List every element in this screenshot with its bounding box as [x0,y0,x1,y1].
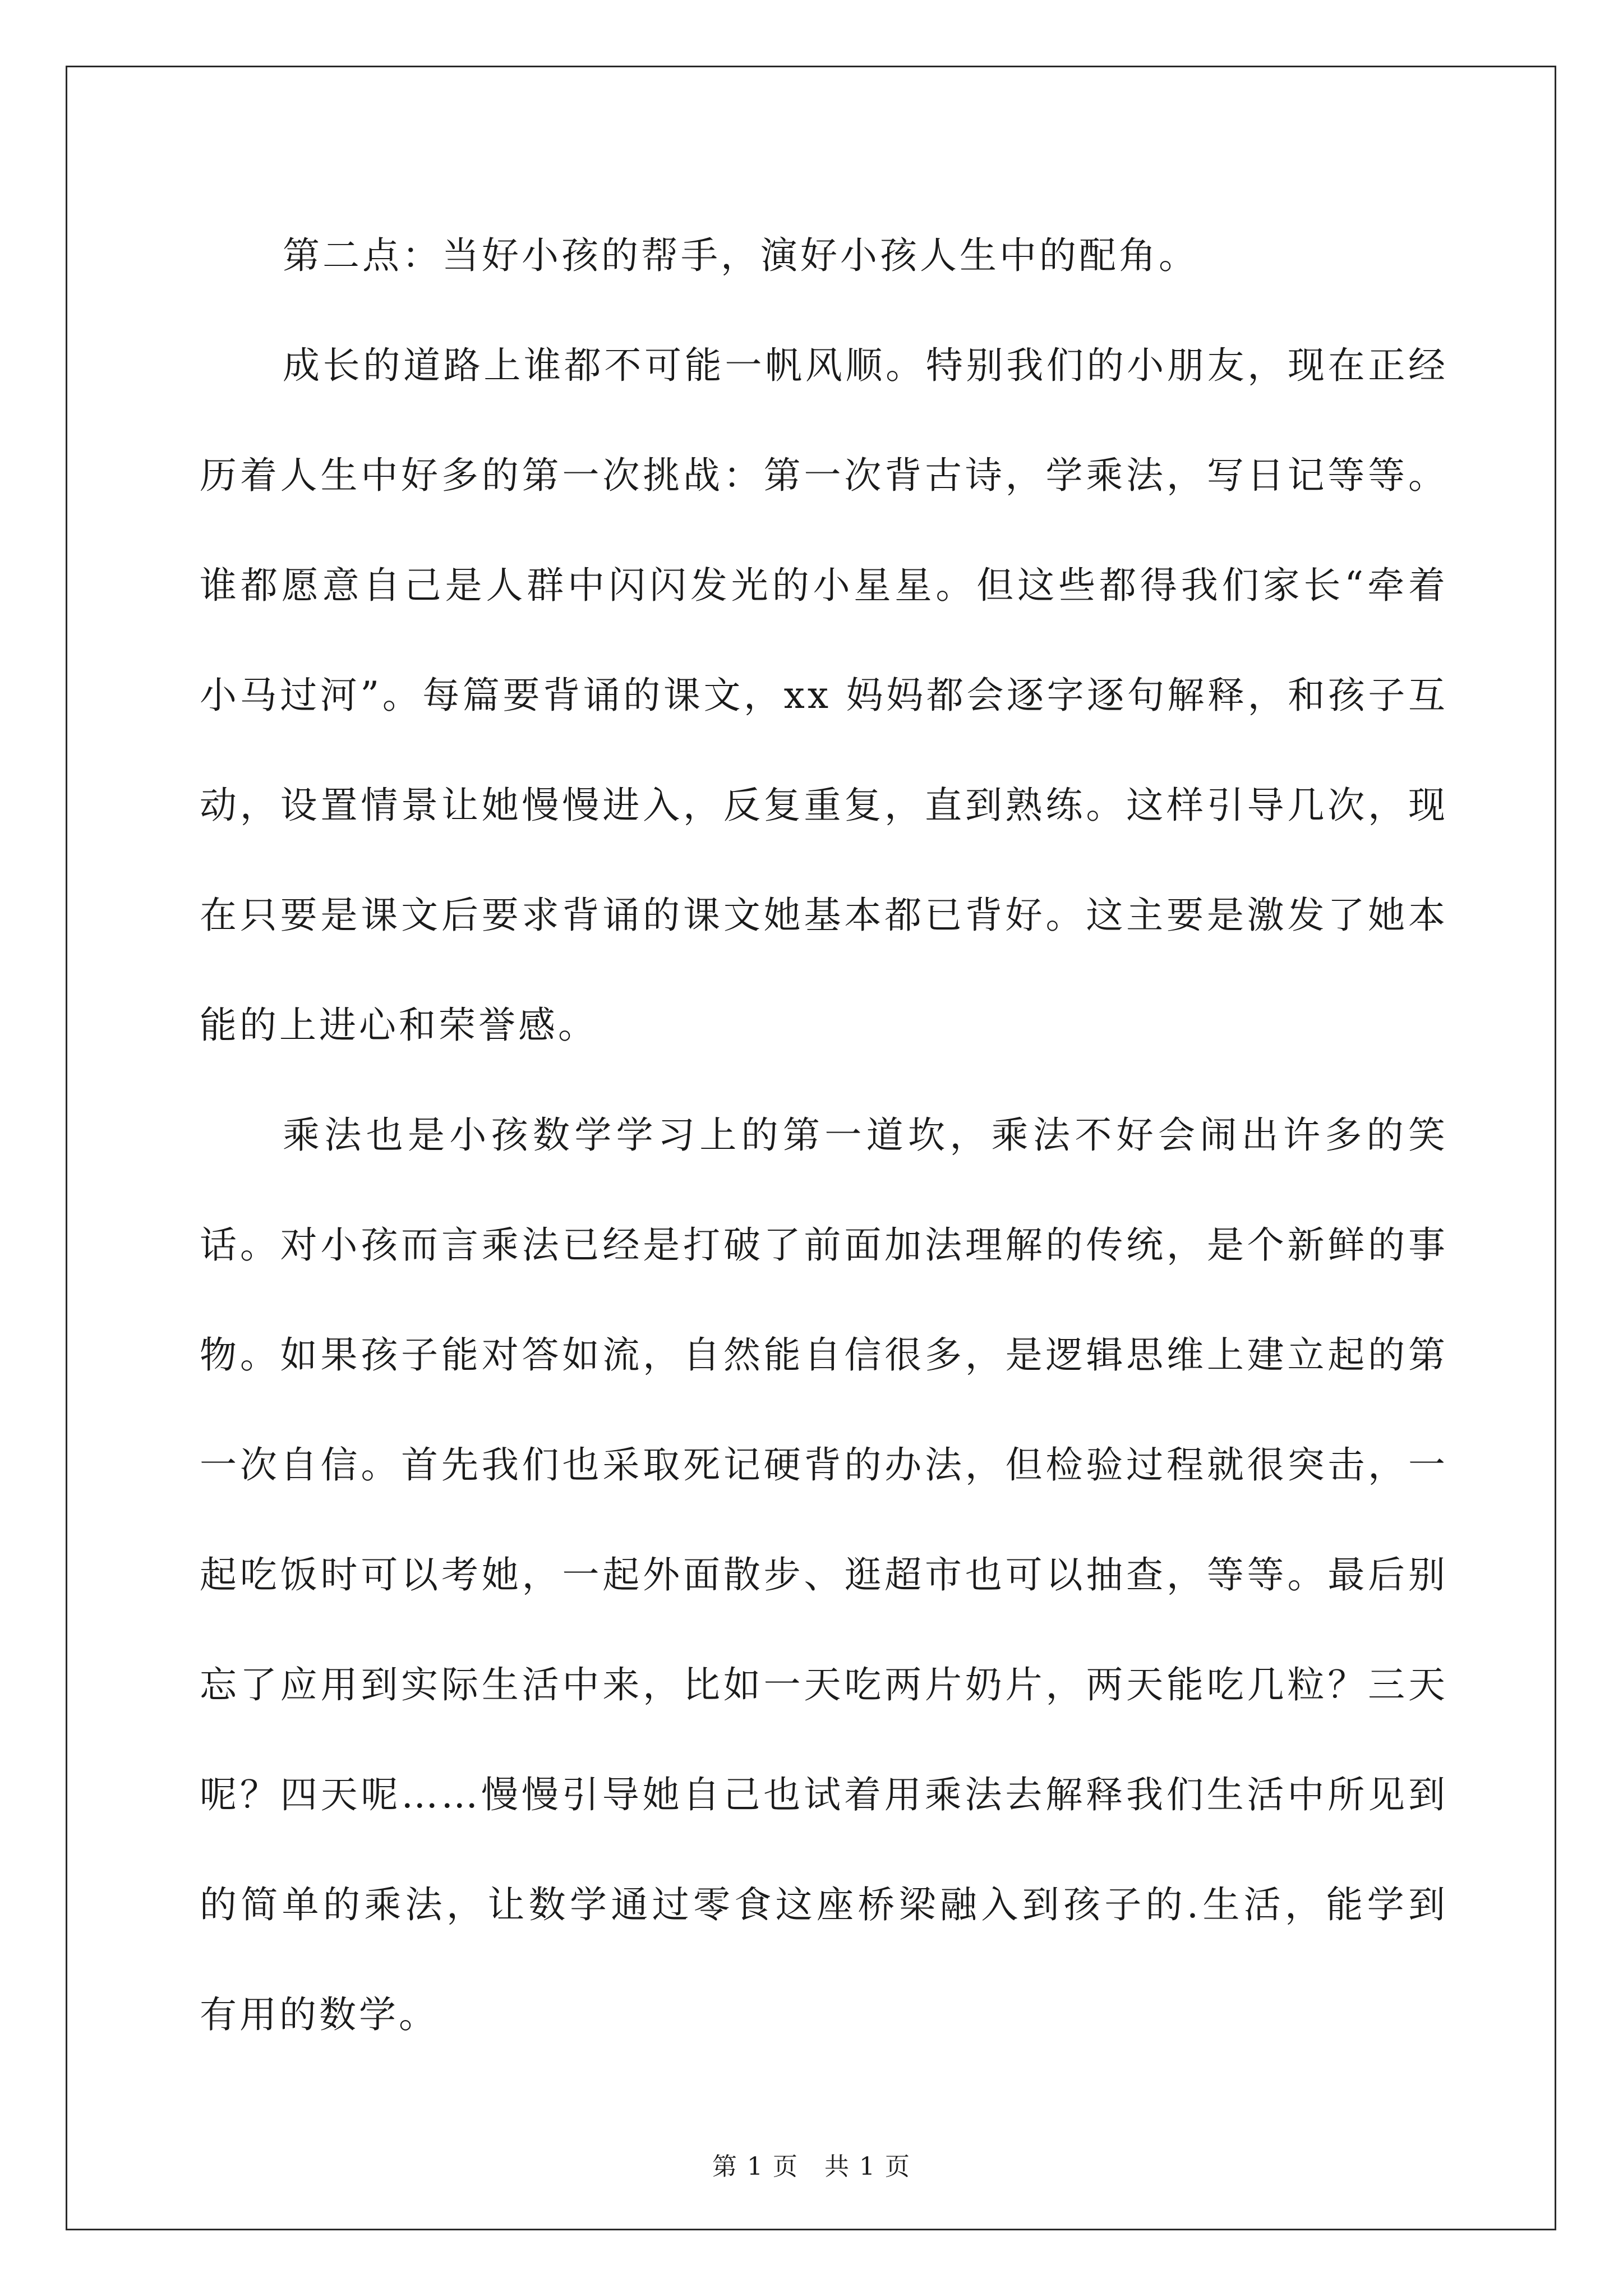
paragraph-1: 成长的道路上谁都不可能一帆风顺。特别我们的小朋友，现在正经历着人生中好多的第一次挑战：第一次背古诗，学乘法，写日记等等。谁都愿意自己是人群中闪闪发光的小星星。但这些都得我们家长“牵着小马过河”。每篇要背诵的课文，xx 妈妈都会逐字逐句解释，和孩子互动，设置情景让她慢慢进入，反复重复，直到熟练。这样引导几次，现在只要是课文后要求背诵的课文她基本都已背好。这主要是激发了她本能的上进心和荣誉感。 [200,344,1448,1047]
document-body [200,201,1448,2070]
section-heading: 第二点：当好小孩的帮手，演好小孩人生中的配角。 [283,234,1198,277]
paragraph-2: 乘法也是小孩数学学习上的第一道坎，乘法不好会闹出许多的笑话。对小孩而言乘法已经是打破了前面加法理解的传统，是个新鲜的事物。如果孩子能对答如流，自然能自信很多，是逻辑思维上建立起的第一次自信。首先我们也采取死记硬背的办法，但检验过程就很突击，一起吃饭时可以考她，一起外面散步、逛超市也可以抽查，等等。最后别忘了应用到实际生活中来，比如一天吃两片奶片，两天能吃几粒？三天呢？四天呢……慢慢引导她自己也试着用乘法去解释我们生活中所见到的简单的乘法，让数学通过零食这座桥梁融入到孩子的.生活，能学到有用的数学。 [200,1114,1448,2036]
page-footer: 第 1 页 共 1 页 [712,2152,911,2181]
